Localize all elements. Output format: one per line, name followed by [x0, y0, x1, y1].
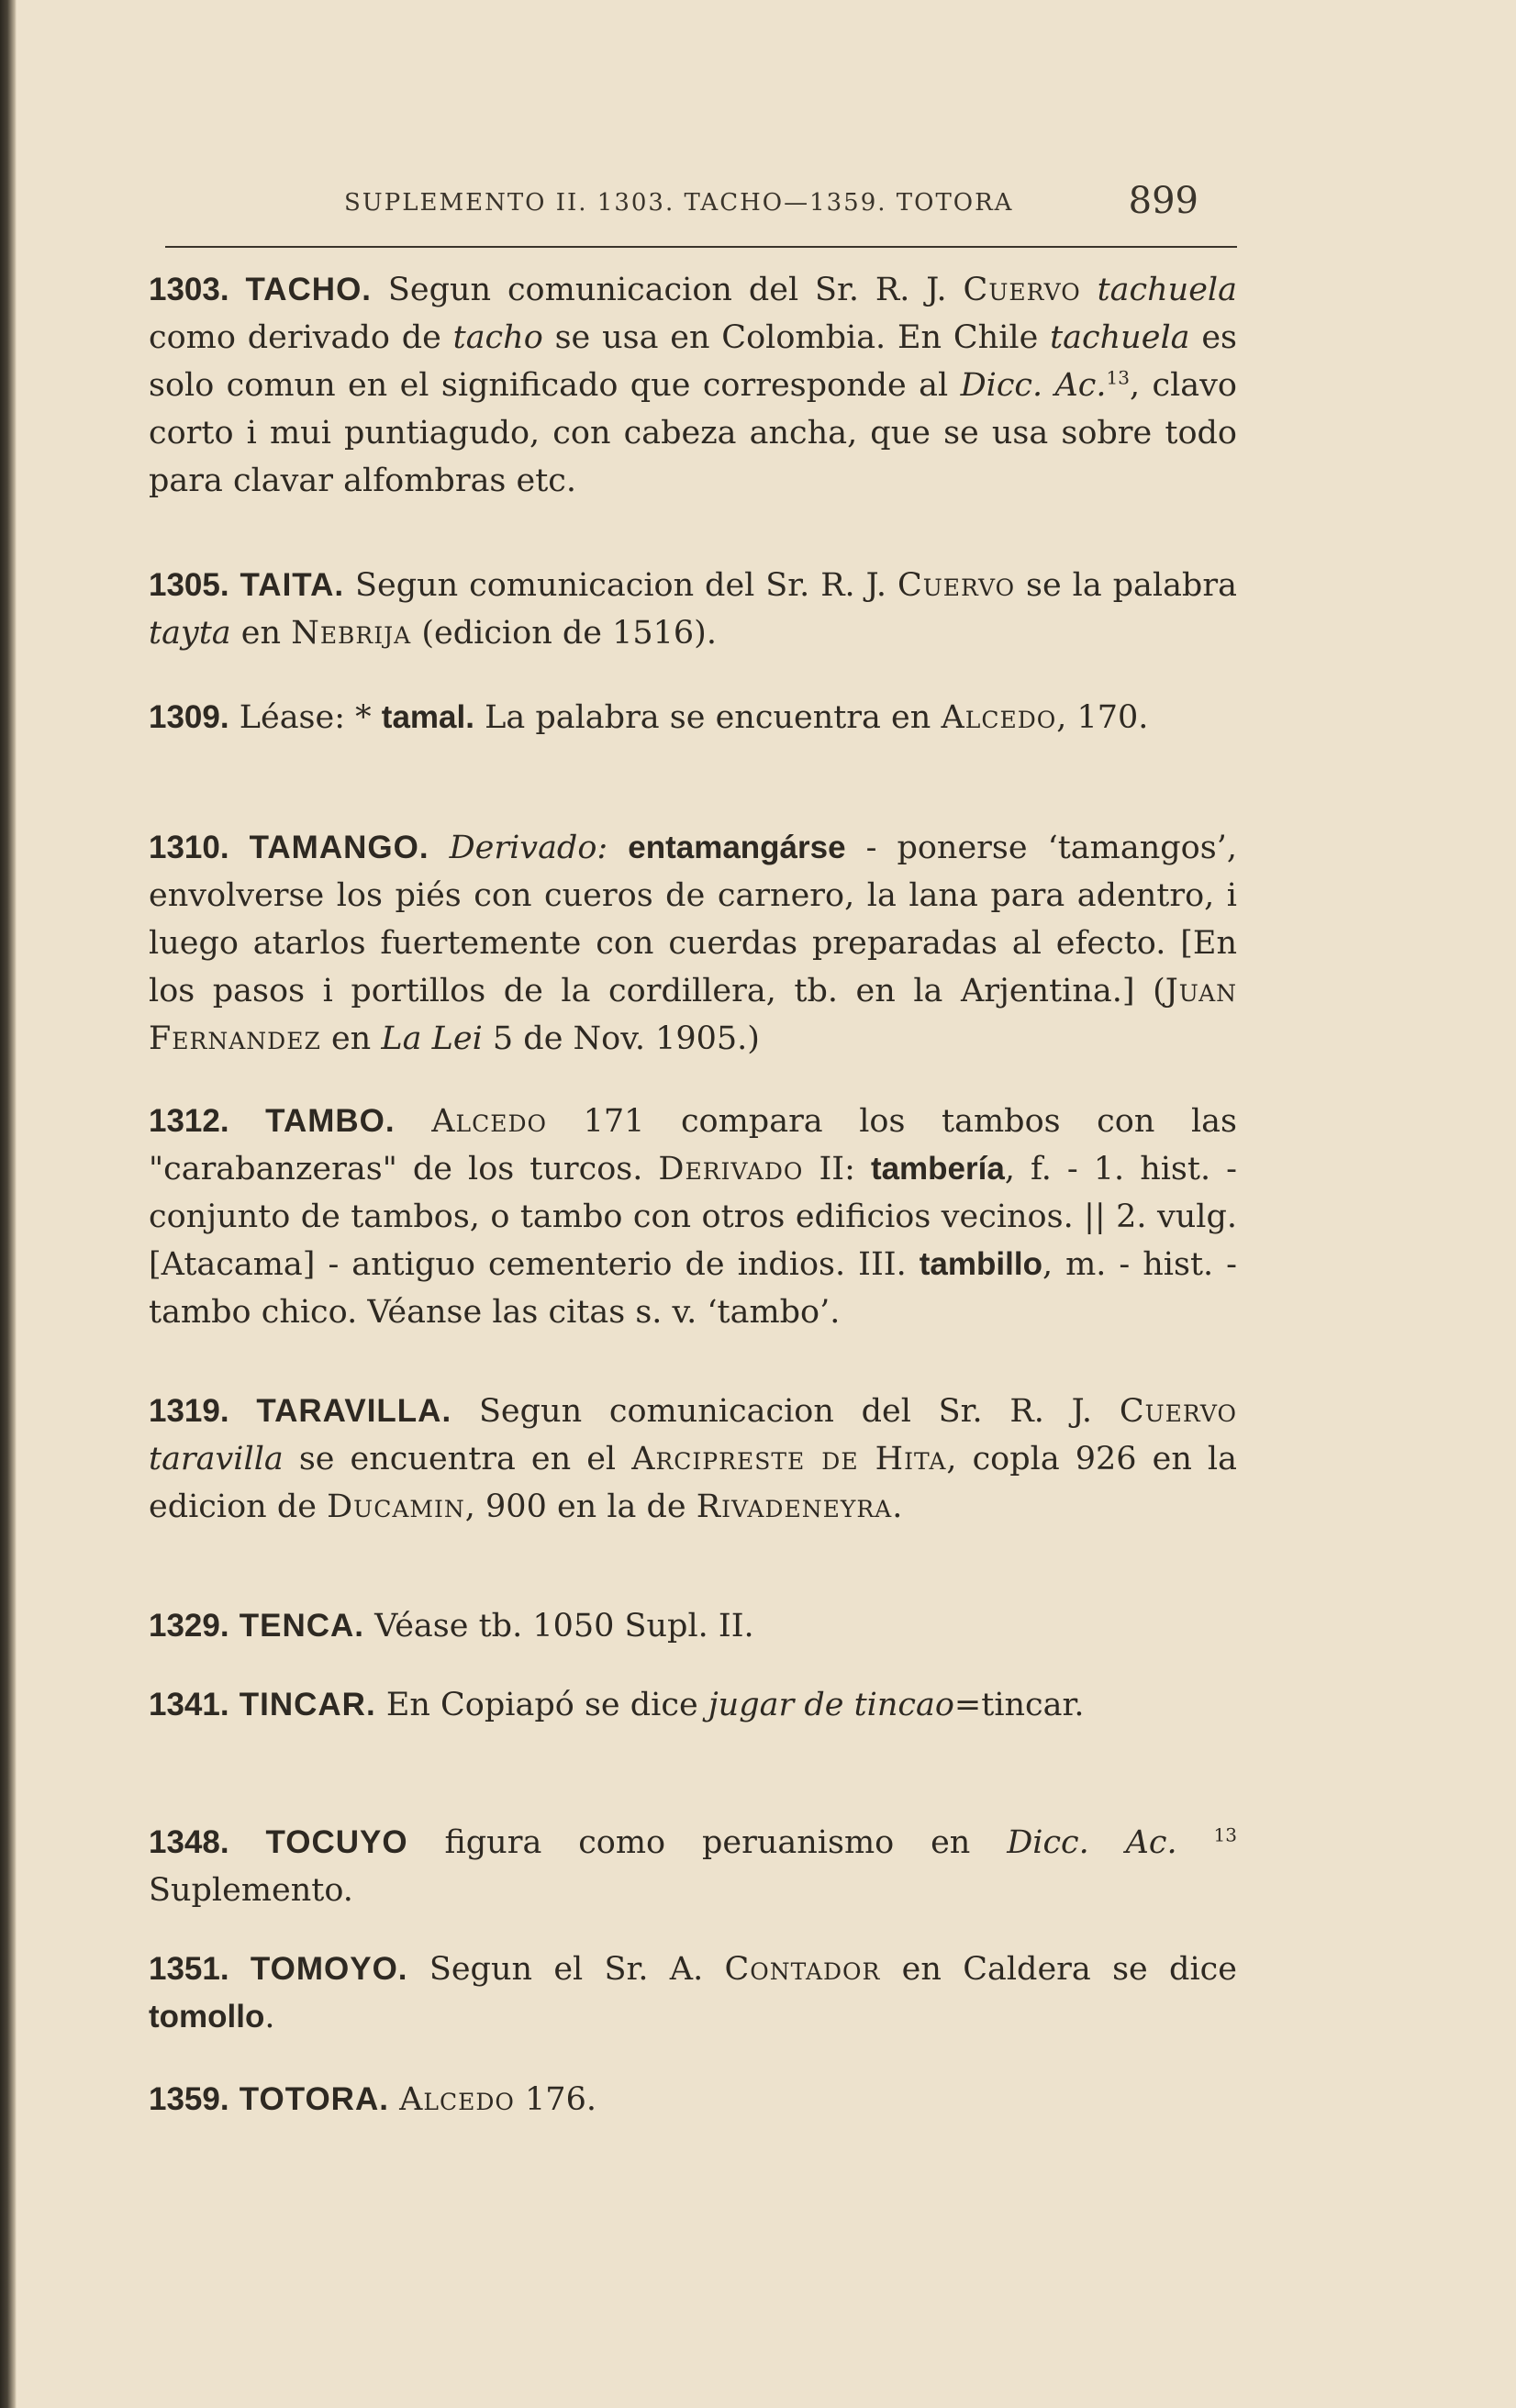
entry-1319-taravilla [149, 1388, 1237, 1531]
author-name: Cuervo [963, 272, 1081, 308]
entry-headword: TACHO. [245, 272, 373, 307]
entry-text: , 170. [1056, 699, 1149, 736]
author-name: Nebrija [291, 615, 412, 652]
entry-text: se usa en Colombia. En Chile [554, 319, 1039, 356]
entry-number: 1348. [149, 1824, 229, 1860]
italic-term: taravilla [149, 1441, 284, 1477]
entry-text: , m. - hist. - tambo chico. Véanse las citas s. v. ‘tambo’. [149, 1246, 1237, 1331]
author-name: Cuervo [897, 567, 1016, 604]
italic-term: La Lei [381, 1020, 483, 1057]
entry-text: - ponerse ‘tamangos’, envolverse los piés con cueros de carnero, la lana para adentro, i luego atarlos fuertemente con cuerdas preparadas al efecto. [En los pasos i portillos de la cordillera, tb. en la Arjentina.] ( [149, 830, 1237, 1009]
small-caps-label: Derivado [658, 1151, 804, 1187]
bold-term: tamal. [381, 699, 474, 735]
author-name: Ducamin [327, 1488, 465, 1525]
italic-term: tayta [149, 615, 231, 652]
entry-1309 [149, 694, 1237, 741]
entry-1312-tambo [149, 1098, 1237, 1336]
entry-text: Segun comunicacion del Sr. R. J. [387, 272, 947, 308]
entry-1351-tomoyo [149, 1945, 1237, 2041]
entry-text: como derivado de [149, 319, 441, 356]
entry-headword: TOMOYO. [250, 1951, 408, 1987]
entry-headword: TAMANGO. [249, 830, 429, 865]
author-name: Contador [724, 1951, 881, 1988]
entry-text: en Caldera se dice [901, 1951, 1237, 1988]
entry-text: 171 compara los tambos con las "carabanzeras" de los turcos. [149, 1103, 1237, 1187]
entry-text: , copla 926 en la edicion de [149, 1441, 1237, 1525]
entry-number: 1329. [149, 1608, 229, 1644]
italic-term: Dicc. Ac. [960, 367, 1107, 404]
entry-1303-tacho [149, 266, 1237, 505]
entry-text: Suplemento. [149, 1872, 353, 1909]
bold-term: tomollo [149, 1999, 265, 2035]
running-title: SUPLEMENTO II. 1303. TACHO—1359. TOTORA [344, 189, 1014, 217]
italic-term: tachuela [1097, 272, 1237, 308]
entry-headword: TENCA. [239, 1608, 365, 1644]
author-name: Juan Fernandez [149, 973, 1237, 1057]
entry-text: . [892, 1488, 903, 1525]
entry-text: =tincar. [953, 1687, 1085, 1723]
entry-text: en [330, 1020, 372, 1057]
entry-headword: TOTORA. [239, 2081, 389, 2117]
bold-term: tambería [870, 1151, 1005, 1187]
bold-term: entamangárse [628, 830, 846, 865]
entry-text: En Copiapó se dice [385, 1687, 698, 1723]
author-name: Alcedo [431, 1103, 547, 1140]
entry-text: Véase tb. 1050 Supl. II. [374, 1608, 754, 1644]
entry-text: en [240, 615, 282, 652]
entry-number: 1351. [149, 1951, 229, 1987]
italic-term: tachuela [1050, 319, 1190, 356]
entry-text: 176. [525, 2081, 596, 2118]
entry-text: . [264, 1999, 275, 2035]
entry-text: Segun comunicacion del Sr. R. J. [478, 1393, 1093, 1430]
entry-1310-tamango [149, 824, 1237, 1063]
italic-term: jugar de tincao [708, 1687, 954, 1723]
header-rule [165, 246, 1237, 248]
page-number: 899 [1128, 180, 1198, 222]
entry-text: es solo comun en el significado que corresponde al [149, 319, 1237, 404]
italic-term: Derivado: [449, 830, 608, 866]
entry-text: , clavo corto i mui puntiagudo, con cabeza ancha, que se usa sobre todo para clavar alfombras etc. [149, 367, 1237, 499]
italic-term: tacho [452, 319, 543, 356]
entry-text: La palabra se encuentra en [485, 699, 931, 736]
edition-superscript: 13 [1106, 366, 1130, 389]
entry-headword: TARAVILLA. [256, 1393, 452, 1429]
entry-1341-tincar [149, 1681, 1237, 1729]
entry-number: 1359. [149, 2081, 229, 2117]
entry-number: 1309. [149, 699, 229, 735]
entry-number: 1341. [149, 1687, 229, 1722]
entry-headword: TOCUYO [265, 1824, 408, 1860]
italic-term: Dicc. Ac. [1007, 1824, 1177, 1861]
bold-term: tambillo [919, 1246, 1042, 1282]
entry-headword: TAMBO. [265, 1103, 396, 1139]
entry-text: se la palabra [1026, 567, 1237, 604]
entry-number: 1310. [149, 830, 229, 865]
entry-headword: TINCAR. [239, 1687, 376, 1722]
entry-number: 1319. [149, 1393, 229, 1429]
entry-text: se encuentra en el [298, 1441, 617, 1477]
entry-text: , f. - 1. hist. - conjunto de tambos, o tambo con otros edificios vecinos. || 2. vulg. [Atacama] - antiguo cementerio de indios. III. [149, 1151, 1237, 1283]
author-name: Rivadeneyra [696, 1488, 893, 1525]
entry-number: 1303. [149, 272, 229, 307]
author-name: Alcedo [941, 699, 1057, 736]
entry-1348-tocuyo [149, 1819, 1237, 1914]
author-name: Alcedo [399, 2081, 515, 2118]
entry-text: figura como peruanismo en [444, 1824, 971, 1861]
entry-text: , 900 en la de [464, 1488, 686, 1525]
entry-text: Léase: * [239, 699, 372, 736]
author-name: Arcipreste de Hita [631, 1441, 947, 1477]
edition-superscript: 13 [1213, 1823, 1237, 1846]
entry-text: II: [819, 1151, 855, 1187]
entry-text: 5 de Nov. 1905.) [492, 1020, 760, 1057]
entry-text: Segun comunicacion del Sr. R. J. [355, 567, 887, 604]
author-name: Cuervo [1119, 1393, 1237, 1430]
entry-1329-tenca [149, 1602, 1237, 1650]
entry-number: 1305. [149, 567, 229, 603]
entry-1359-totora [149, 2076, 1237, 2124]
entry-text: Segun el Sr. A. [429, 1951, 704, 1988]
entry-number: 1312. [149, 1103, 229, 1139]
entry-1305-taita [149, 562, 1237, 657]
entry-text: (edicion de 1516). [421, 615, 717, 652]
entry-headword: TAITA. [240, 567, 345, 603]
